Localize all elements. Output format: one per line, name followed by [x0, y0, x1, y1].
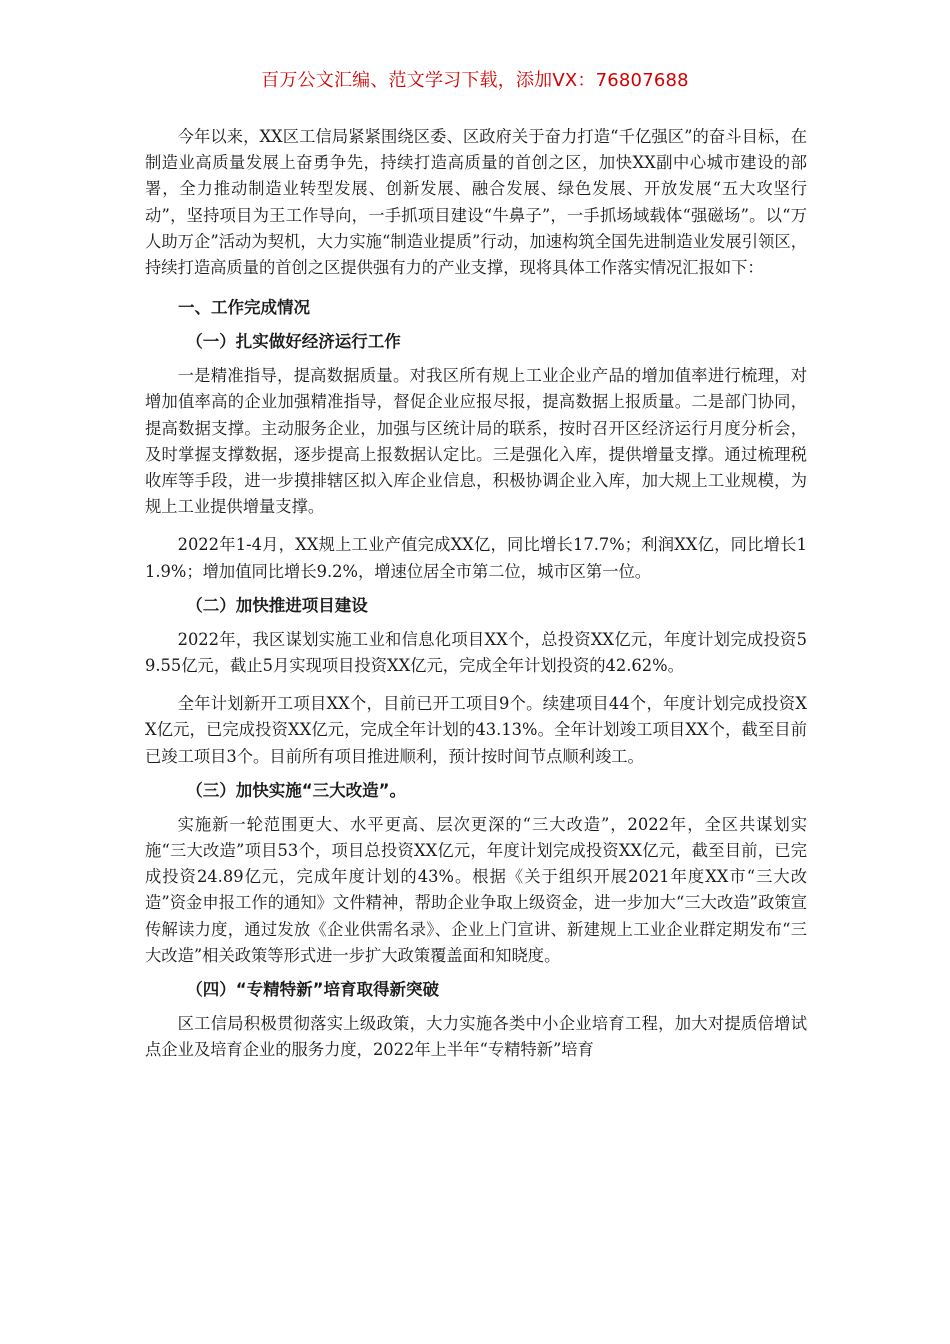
- economic-operation-paragraph: 一是精准指导，提高数据质量。对我区所有规上工业企业产品的增加值率进行梳理，对增加值率高的企业加强精准指导，督促企业应报尽报，提高数据上报质量。二是部门协同，提高数据支撑。主动服务企业，加强与区统计局的联系，按时召开区经济运行月度分析会，及时掌握支撑数据，逐步提高上报数据认定比。三是强化入库，提供增量支撑。通过梳理税收库等手段，进一步摸排辖区拟入库企业信息，积极协调企业入库，加大规上工业规模，为规上工业提供增量支撑。: [145, 366, 807, 517]
- project-progress-paragraph: 全年计划新开工项目XX个，目前已开工项目9个。续建项目44个，年度计划完成投资XX亿元，已完成投资XX亿元，完成全年计划的43.13%。全年计划竣工项目XX个，截至目前已竣工项目3个。目前所有项目推进顺利，预计按时间节点顺利竣工。: [145, 694, 807, 766]
- subsection-heading-project-construction: （二）加快推进项目建设: [186, 595, 368, 615]
- three-transformations-paragraph: 实施新一轮范围更大、水平更高、层次更深的“三大改造”，2022年，全区共谋划实施“三大改造”项目53个，项目总投资XX亿元，年度计划完成投资XX亿元，截至目前，已完成投资24.89亿元，完成年度计划的43%。根据《关于组织开展2021年度XX市“三大改造”资金申报工作的通知》文件精神，帮助企业争取上级资金，进一步加大“三大改造”政策宣传解读力度，通过发放《企业供需名录》、企业上门宣讲、新建规上工业企业群定期发布“三大改造”相关政策等形式进一步扩大政策覆盖面和知晓度。: [145, 814, 807, 965]
- subsection-heading-specialized-enterprises: （四）“专精特新”培育取得新突破: [186, 980, 439, 1000]
- download-banner: 百万公文汇编、范文学习下载，添加VX：76807688: [261, 70, 689, 91]
- subsection-heading-economic-operation: （一）扎实做好经济运行工作: [186, 332, 401, 352]
- section-heading-work-completion: 一、工作完成情况: [178, 298, 310, 318]
- project-investment-paragraph: 2022年，我区谋划实施工业和信息化项目XX个，总投资XX亿元，年度计划完成投资59.55亿元，截止5月实现项目投资XX亿元，完成全年计划投资的42.62%。: [145, 629, 807, 676]
- economic-statistics-paragraph: 2022年1-4月，XX规上工业产值完成XX亿，同比增长17.7%；利润XX亿，同比增长11.9%；增加值同比增长9.2%，增速位居全市第二位，城市区第一位。: [145, 535, 807, 581]
- subsection-heading-three-transformations: （三）加快实施“三大改造”。: [186, 780, 406, 800]
- intro-paragraph: 今年以来，XX区工信局紧紧围绕区委、区政府关于奋力打造“千亿强区”的奋斗目标，在制造业高质量发展上奋勇争先，持续打造高质量的首创之区，加快XX副中心城市建设的部署，全力推动制造业转型发展、创新发展、融合发展、绿色发展、开放发展“五大攻坚行动”，坚持项目为王工作导向，一手抓项目建设“牛鼻子”，一手抓场域载体“强磁场”。以“万人助万企”活动为契机，大力实施“制造业提质”行动，加速构筑全国先进制造业发展引领区，持续打造高质量的首创之区提供强有力的产业支撑，现将具体工作落实情况汇报如下：: [145, 127, 807, 278]
- specialized-enterprises-paragraph: 区工信局积极贯彻落实上级政策，大力实施各类中小企业培育工程，加大对提质倍增试点企业及培育企业的服务力度，2022年上半年“专精特新”培育: [145, 1014, 807, 1060]
- document-body: [145, 124, 807, 1063]
